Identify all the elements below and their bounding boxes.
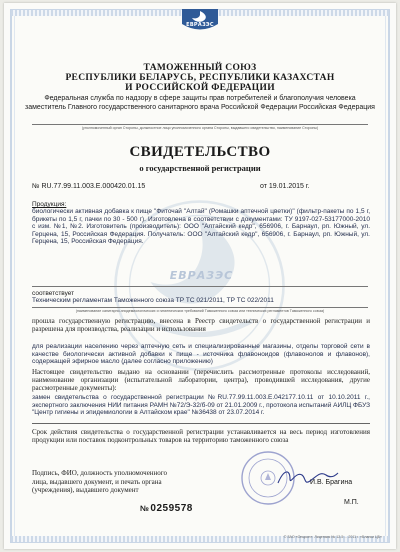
product-label: Продукция: — [32, 201, 67, 208]
basis-documents: замен свидетельства о государственной регистрации №RU.77.99.11.003.Е.042177.10.11 от 10.10.2011 г., экспертного заключения НИИ питания РАМН №72/Э-32/б-09 от 21.01.2009 г., протокола испытаний АИЛЦ ФБУЗ "Центр гигиены и эпидемиологии в Алтайском крае" №36438 от 23.07.2014 г. — [32, 394, 370, 417]
conformity-text: Техническим регламентам Таможенного союза ТР ТС 021/2011, ТР ТС 022/2011 — [32, 297, 274, 304]
serial-value: 0259578 — [150, 503, 193, 514]
validity-term: Срок действия свидетельства о государственной регистрации устанавливается на весь период изготовления продукции или поставок подконтрольных товаров на территорию таможенного союза — [32, 428, 370, 445]
authority-caption: (уполномоченный орган Стороны, должностное лицо уполномоченного органа Стороны, выдавшего свидетельство, наименование Стороны) — [32, 124, 368, 130]
product-caption — [32, 286, 368, 288]
eaes-emblem-icon — [180, 7, 220, 33]
product-description: биологически активная добавка к пище "Фиточай "Алтай" (Ромашки аптечной цветки)" (фильтр-пакеты по 1,5 г, брикеты по 1,5 г, пачки по 30 - 500 г). Изготовлена в соответствии с документами: ТУ 9197-027-53177000-2010 с изм. №1, №2. Изготовитель (производитель): ООО "Алтайский кедр", 656906, г. Барнаул, рп. Южный, ул. Герцена, 15, Российская Федерация. Получатель: ООО "Алтайский кедр", 656906, г. Барнаул, рп. Южный, ул. Герцена, 15, Российская Федерация. — [32, 208, 370, 246]
union-members-line1: РЕСПУБЛИКИ БЕЛАРУСЬ, РЕСПУБЛИКИ КАЗАХСТАН — [65, 73, 335, 83]
certificate-sheet — [4, 3, 396, 549]
divider — [32, 423, 370, 424]
registration-date: от 19.01.2015 г. — [260, 183, 310, 190]
printer-imprint: © ЗАО «Опцион». Лицензия № 12-5 ... 2011 г. «Бланки ЦБ» — [283, 535, 382, 539]
signer-name: И.В. Брагина — [310, 479, 353, 486]
emblem-label: ЕВРАЗЭС — [186, 22, 214, 28]
document-title: СВИДЕТЕЛЬСТВО — [129, 144, 271, 160]
registration-number: № RU.77.99.11.003.Е.000420.01.15 — [32, 183, 146, 190]
document-subtitle: о государственной регистрации — [139, 163, 261, 173]
usage-scope: для реализации населению через аптечную сеть и специализированные магазины, отделы торговой сети в качестве биологически активной добавки к пище - источника флавоноидов (флавонолов и флавонов), содержащей эфирное масло (далее согласно приложению) — [32, 343, 370, 366]
seal-mark: М.П. — [344, 499, 359, 506]
issuing-authority: Федеральная служба по надзору в сфере защиты прав потребителей и благополучия человека заместитель Главного государственного санитарного врача Российской Федерации Российская Федерация — [25, 95, 375, 111]
conformity-label: соответствует — [32, 290, 75, 297]
registration-passed: прошла государственную регистрацию, внесена в Реестр свидетельств о государственной регистрации и разрешена для производства, реализации и использования — [32, 317, 370, 334]
union-title: ТАМОЖЕННЫЙ СОЮЗ — [143, 63, 257, 73]
union-members-line2: И РОССИЙСКОЙ ФЕДЕРАЦИИ — [125, 83, 275, 93]
basis-intro: Настоящее свидетельство выдано на основании (перечислить рассмотренные протоколы исследований, наименование организации (испытательной лаборатории, центра), проводившей исследования, другие рассмотренные документы): — [32, 368, 370, 393]
watermark-text: ЕВРАЗЭС — [169, 269, 234, 282]
signature-caption: Подпись, ФИО, должность уполномоченного лица, выдавшего документ, и печать органа (учреждения), выдавшего документ — [32, 469, 167, 494]
conformity-caption: (наименование санитарно-эпидемиологических и гигиенических требований Таможенного союза или технических регламентов Таможенного союза) — [32, 307, 368, 313]
form-serial-number — [140, 503, 193, 514]
serial-prefix: № — [140, 504, 150, 513]
